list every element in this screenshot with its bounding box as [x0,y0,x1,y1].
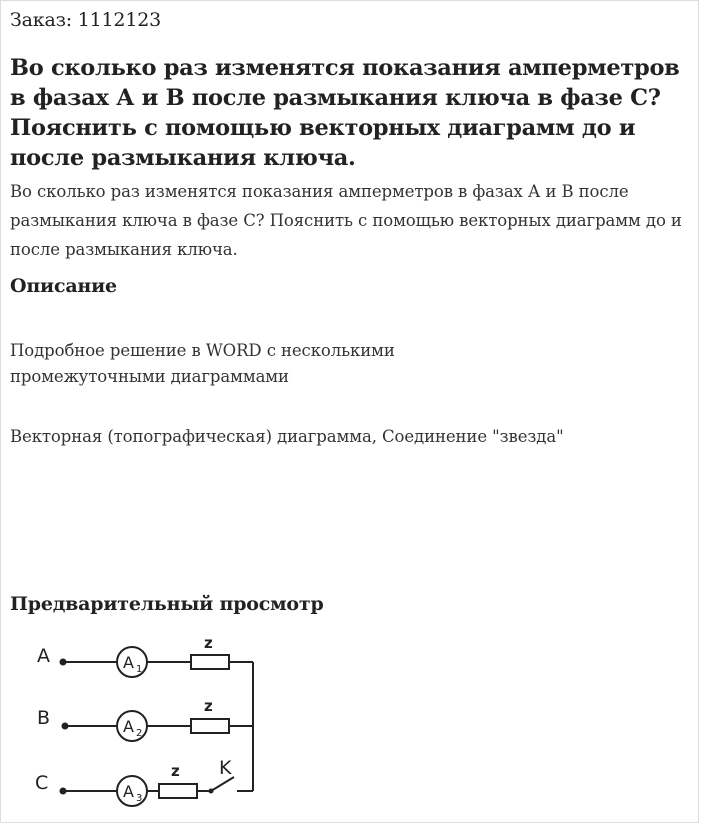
ammeter-a2-label: A [123,717,134,736]
description-paragraph-solution: Подробное решение в WORD с несколькими промежуточными диаграммами [10,341,395,386]
terminal-b-label: B [37,707,51,729]
resistor-b [191,719,229,733]
resistor-c-label: z [171,762,180,780]
switch-k [211,777,234,791]
terminal-a-label: A [37,645,50,667]
description-paragraph-diagram: Векторная (топографическая) диаграмма, Соединение "звезда" [10,427,564,446]
ammeter-a1-index: 1 [136,664,143,675]
preview-heading: Предварительный просмотр [10,593,324,615]
ammeter-a2-index: 2 [136,728,143,739]
preview-image[interactable] [31,631,281,811]
switch-k-label: K [219,757,232,779]
resistor-c [159,784,197,798]
resistor-b-label: z [204,697,213,715]
order-number: Заказ: 1112123 [10,9,161,31]
ammeter-a3-label: A [123,782,134,801]
circuit-diagram [31,631,281,811]
resistor-a-label: z [204,634,213,652]
description-heading: Описание [10,275,117,297]
ammeter-a3-index: 3 [136,793,143,804]
resistor-a [191,655,229,669]
task-description: Во сколько раз изменятся показания амперметров в фазах А и В после размыкания ключа в фазе С? Пояснить с помощью векторных диаграмм до и после размыкания ключа. [10,182,682,259]
terminal-c-label: C [35,772,49,794]
page-title: Во сколько раз изменятся показания амперметров в фазах А и В после размыкания ключа в фазе С? Пояснить с помощью векторных диаграмм до и после размыкания ключа. [10,55,680,171]
ammeter-a1-label: A [123,653,134,672]
